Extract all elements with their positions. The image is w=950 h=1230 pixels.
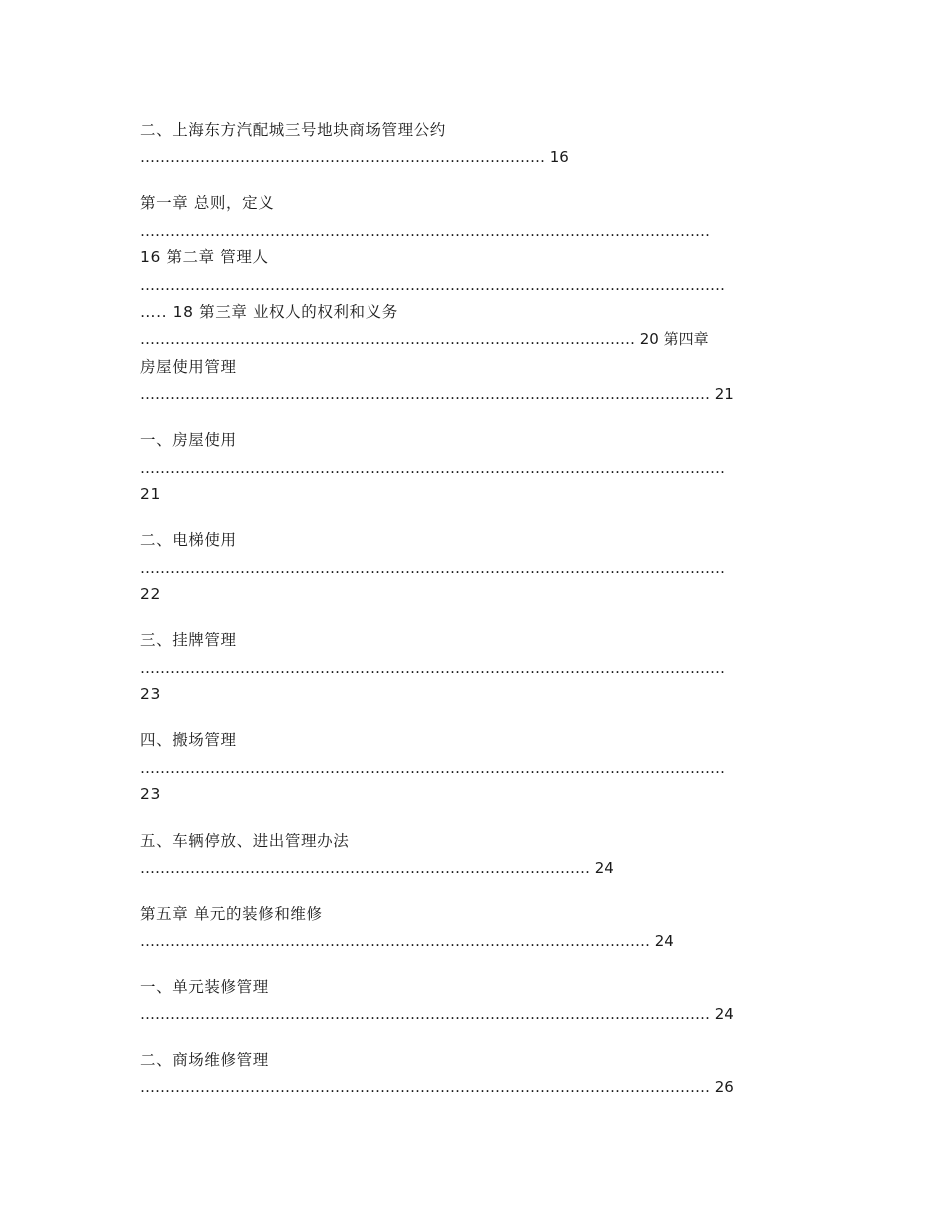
toc-page-number: 23 — [140, 685, 161, 703]
toc-leader: ……………………………………………………………………………………………………… — [140, 659, 725, 677]
toc-page-number: 22 — [140, 585, 161, 603]
toc-entry-heading: 二、电梯使用 — [140, 531, 237, 549]
toc-entry-heading: 第一章 总则，定义 — [140, 194, 275, 212]
toc-page-number: 21 — [140, 485, 161, 503]
toc-leader: …………………………………………………………………………………………………… — [140, 222, 710, 240]
toc-entry-heading: 四、搬场管理 — [140, 731, 237, 749]
toc-leader-page: …………………………………………………………………………………………………… 26 — [140, 1078, 734, 1096]
toc-entry-heading: 二、上海东方汽配城三号地块商场管理公约 — [140, 121, 446, 139]
toc-entry-heading: 16 第二章 管理人 — [140, 248, 269, 266]
toc-leader-page: …………………………………………………………………………………………………… 24 — [140, 1005, 734, 1023]
toc-entry-heading: 一、单元装修管理 — [140, 978, 269, 996]
toc-leader-page: ……………………………………………………………………………… 24 — [140, 859, 614, 877]
toc-entry-heading: 第五章 单元的装修和维修 — [140, 905, 323, 923]
toc-leader-page: ……………………………………………………………………… 16 — [140, 148, 569, 166]
toc-entry-heading: 三、挂牌管理 — [140, 631, 237, 649]
toc-leader: ……………………………………………………………………………………………………… — [140, 759, 725, 777]
toc-entry-heading: 一、房屋使用 — [140, 431, 237, 449]
toc-leader: ……………………………………………………………………………………………………… — [140, 276, 725, 294]
toc-leader-page: ………………………………………………………………………………………… 24 — [140, 932, 674, 950]
toc-leader: ……………………………………………………………………………………………………… — [140, 459, 725, 477]
toc-page-number: 23 — [140, 785, 161, 803]
toc-entry-heading: ….. 18 第三章 业权人的权利和义务 — [140, 303, 398, 321]
toc-entry-heading: 五、车辆停放、进出管理办法 — [140, 832, 350, 850]
toc-leader-page: ……………………………………………………………………………………… 20 第四章 — [140, 330, 709, 348]
toc-leader-page: …………………………………………………………………………………………………… 21 — [140, 385, 734, 403]
toc-leader: ……………………………………………………………………………………………………… — [140, 559, 725, 577]
toc-entry-heading: 二、商场维修管理 — [140, 1051, 269, 1069]
toc-entry-heading: 房屋使用管理 — [140, 358, 237, 376]
